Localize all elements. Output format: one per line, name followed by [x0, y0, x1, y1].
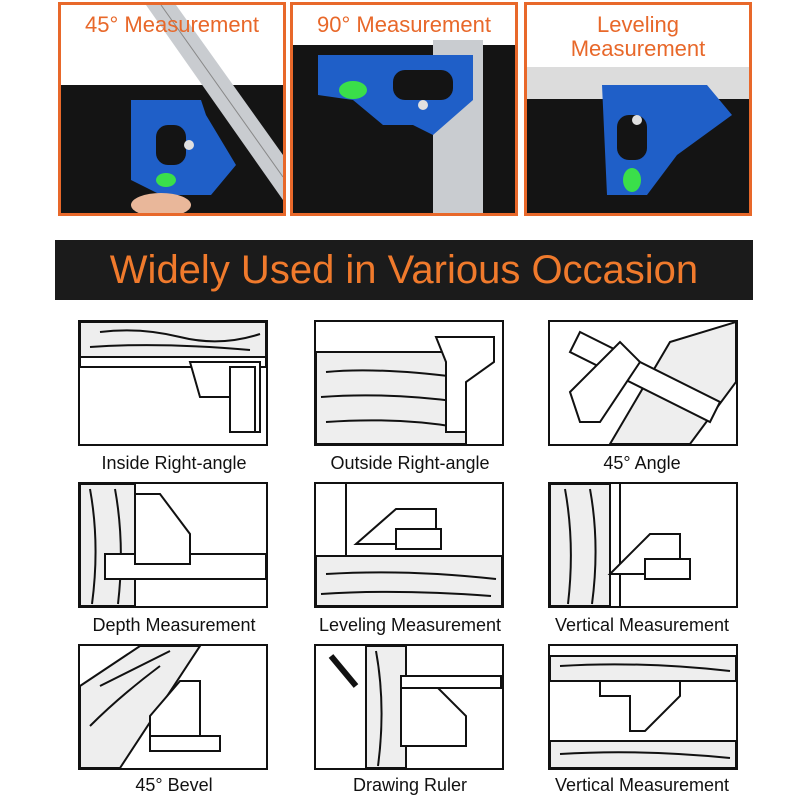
photo-title: 90° Measurement — [317, 12, 491, 37]
usage-caption: Depth Measurement — [92, 615, 256, 635]
usage-illustration-leveling-measurement — [314, 482, 504, 608]
banner-title: Widely Used in Various Occasion — [55, 240, 753, 300]
usage-caption: Drawing Ruler — [352, 775, 468, 795]
usage-illustration-45-bevel — [78, 644, 268, 770]
usage-illustration-outside-right-angle — [314, 320, 504, 446]
usage-illustration-45-angle — [548, 320, 738, 446]
usage-caption: Inside Right-angle — [101, 453, 247, 473]
usage-illustration-drawing-ruler — [314, 644, 504, 770]
usage-caption: 45° Angle — [603, 453, 681, 473]
usage-illustration-vertical-measurement — [548, 482, 738, 608]
usage-caption: Vertical Measurement — [554, 615, 730, 635]
usage-caption: Outside Right-angle — [330, 453, 490, 473]
photo-title: Leveling Measurement — [570, 12, 706, 61]
photo-45-measurement — [58, 2, 286, 216]
usage-illustration-inside-right-angle — [78, 320, 268, 446]
usage-illustration-depth-measurement — [78, 482, 268, 608]
usage-caption: Leveling Measurement — [318, 615, 502, 635]
usage-caption: Vertical Measurement — [554, 775, 730, 795]
photo-title: 45° Measurement — [85, 12, 259, 37]
usage-caption: 45° Bevel — [135, 775, 213, 795]
photo-leveling-measurement — [524, 2, 752, 216]
usage-illustration-vertical-measurement-2 — [548, 644, 738, 770]
photo-90-measurement — [290, 2, 518, 216]
